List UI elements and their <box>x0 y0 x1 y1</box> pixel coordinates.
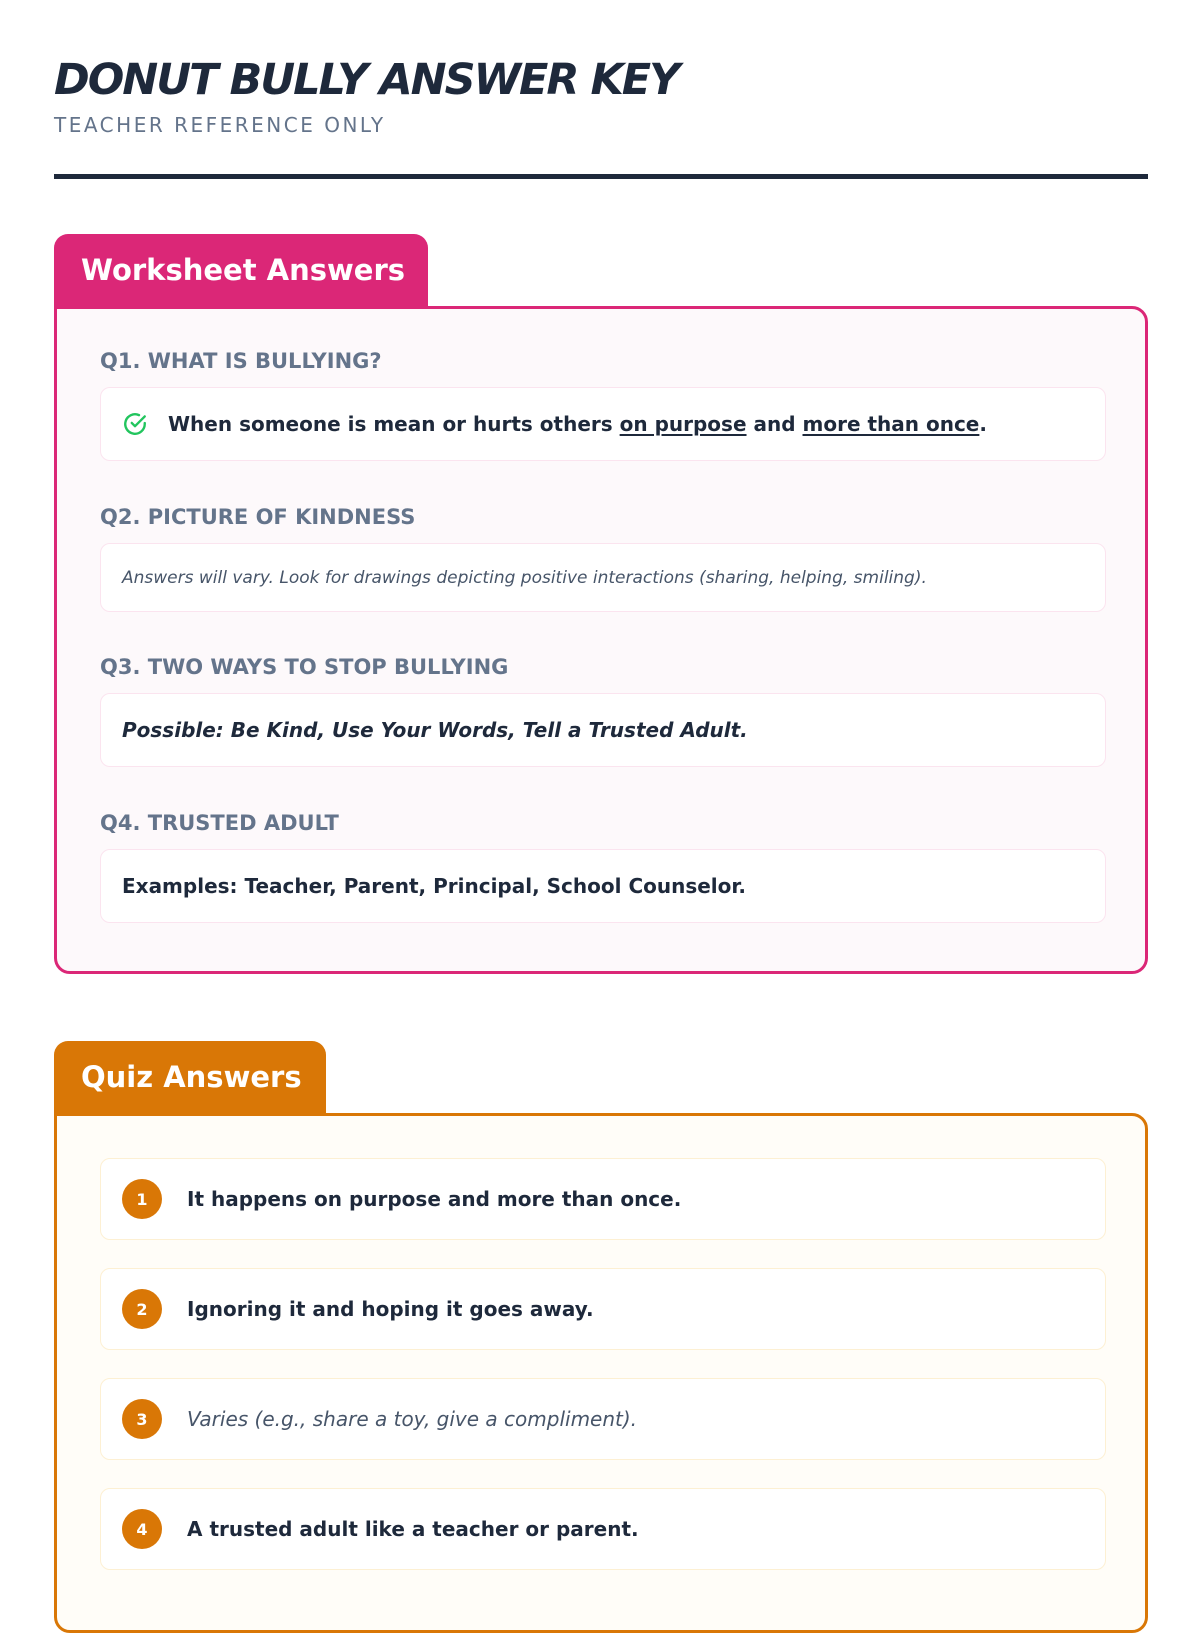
quiz-answer-item <box>100 1158 1106 1240</box>
quiz-answer-item <box>100 1488 1106 1570</box>
quiz-answer-text: Ignoring it and hoping it goes away. <box>187 1297 594 1321</box>
q1-answer-emphasis-purpose: on purpose <box>619 412 747 436</box>
quiz-answer-item <box>100 1268 1106 1350</box>
quiz-section-tab: Quiz Answers <box>54 1041 326 1113</box>
q4-label: Q4. TRUSTED ADULT <box>100 811 339 835</box>
quiz-answer-text: Varies (e.g., share a toy, give a compliment). <box>187 1407 638 1431</box>
q3-answer: Possible: Be Kind, Use Your Words, Tell a Trusted Adult. <box>122 718 748 742</box>
header-divider <box>54 174 1148 179</box>
page-subtitle: TEACHER REFERENCE ONLY <box>54 113 386 137</box>
q4-answer-box <box>100 849 1106 923</box>
quiz-number-badge: 3 <box>122 1399 162 1439</box>
q1-answer <box>168 412 987 436</box>
quiz-answer-text: It happens on purpose and more than once. <box>187 1187 682 1211</box>
check-circle-icon <box>122 411 148 437</box>
quiz-number-badge: 4 <box>122 1509 162 1549</box>
quiz-answers-panel <box>54 1113 1148 1633</box>
q1-label: Q1. WHAT IS BULLYING? <box>100 349 382 373</box>
q4-answer: Examples: Teacher, Parent, Principal, School Counselor. <box>122 874 747 898</box>
q2-answer: Answers will vary. Look for drawings depicting positive interactions (sharing, helping, smiling). <box>122 567 927 588</box>
worksheet-section-tab: Worksheet Answers <box>54 234 428 306</box>
q1-answer-mid: and <box>746 412 803 436</box>
worksheet-answers-panel <box>54 306 1148 974</box>
quiz-number-badge: 1 <box>122 1179 162 1219</box>
q3-label: Q3. TWO WAYS TO STOP BULLYING <box>100 655 509 679</box>
quiz-answer-item <box>100 1378 1106 1460</box>
page-header <box>54 52 1148 138</box>
q1-answer-emphasis-once: more than once <box>802 412 980 436</box>
q3-answer-box <box>100 693 1106 767</box>
quiz-number-badge: 2 <box>122 1289 162 1329</box>
q2-answer-box <box>100 543 1106 612</box>
quiz-answer-text: A trusted adult like a teacher or parent. <box>187 1517 639 1541</box>
q1-answer-box <box>100 387 1106 461</box>
q1-answer-suffix: . <box>979 412 987 436</box>
page-title: DONUT BULLY ANSWER KEY <box>54 55 679 105</box>
q2-label: Q2. PICTURE OF KINDNESS <box>100 505 416 529</box>
q1-answer-prefix: When someone is mean or hurts others <box>168 412 620 436</box>
